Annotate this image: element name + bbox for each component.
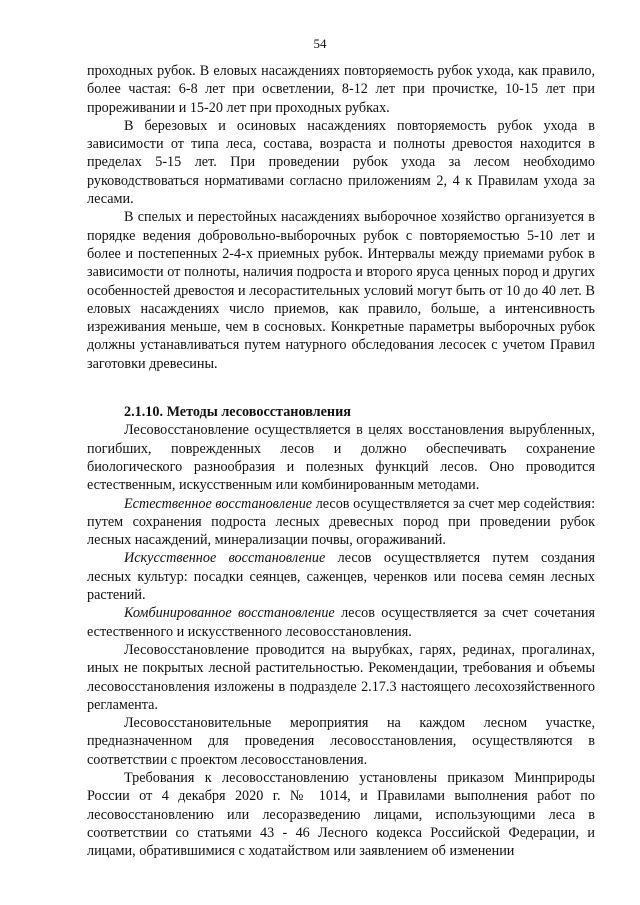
paragraph-where-conducted: Лесовосстановление проводится на вырубках, гарях, рединах, прогалинах, иных не покрытых лесной растительностью. Рекомендации, требования и объемы лесовосстановления изложены в подразделе 2.17.3 настоящего лесохозяйственного регламента. — [87, 641, 595, 713]
paragraph-combined-restoration — [87, 604, 595, 641]
paragraph-requirements: Требования к лесовосстановлению установлены приказом Минприроды России от 4 декабря 2020 г. № 1014, и Правилами выполнения работ по лесовосстановлению или лесоразведению лицами, использующими леса в соответствии со статьями 43 - 46 Лесного кодекса Российской Федерации, и лицами, обратившимися с ходатайством или заявлением об изменении — [87, 769, 595, 860]
document-body — [87, 62, 595, 860]
term-combined-restoration: Комбинированное восстановление — [124, 605, 335, 622]
section-gap — [87, 373, 595, 389]
paragraph-natural-restoration — [87, 495, 595, 550]
paragraph-continuation: проходных рубок. В еловых насаждениях повторяемость рубок ухода, как правило, более частая: 6-8 лет при осветлении, 8-12 лет при прочистке, 10-15 лет при прореживании и 15-20 лет при проходных рубках. — [87, 63, 595, 116]
paragraph-reforestation-intro: Лесовосстановление осуществляется в целях восстановления вырубленных, погибших, поврежденных лесов и должно обеспечивать сохранение биологического разнообразия и полезных функций лесов. Оно проводится естественным, искусственным или комбинированным методами. — [87, 422, 595, 494]
paragraph-birch-aspen: В березовых и осиновых насаждениях повторяемость рубок ухода в зависимости от типа леса, состава, возраста и полноты древостоя находится в пределах 5-15 лет. При проведении рубок ухода за лесом необходимо руководствоваться нормативами согласно приложениям 2, 4 к Правилам ухода за лесами. — [87, 117, 595, 208]
paragraph-project: Лесовосстановительные мероприятия на каждом лесном участке, предназначенном для проведения лесовосстановления, осуществляются в соответствии с проектом лесовосстановления. — [87, 715, 595, 768]
page-number: 54 — [313, 36, 327, 51]
paragraph-natural-restoration-text: лесов осуществляется за счет мер содействия: путем сохранения подроста лесных древесных пород при проведении рубок лесных насаждений, минерализации почвы, огораживаний. — [87, 495, 596, 549]
term-natural-restoration: Естественное восстановление — [124, 495, 313, 512]
term-artificial-restoration: Искусственное восстановление — [124, 550, 326, 567]
paragraph-combined-restoration-text: лесов осуществляется за счет сочетания естественного и искусственного лесовосстановления. — [87, 605, 595, 640]
paragraph-artificial-restoration-text: лесов осуществляется путем создания лесных культур: посадки сеянцев, саженцев, черенков или посева семян лесных растений. — [87, 550, 596, 604]
paragraph-selective-logging: В спелых и перестойных насаждениях выборочное хозяйство организуется в порядке ведения добровольно-выборочных рубок с повторяемостью 5-10 лет и более и постепенных 2-4-х приемных рубок. Интервалы между приемами рубок в зависимости от полноты, наличия подроста и второго яруса ценных пород и других особенностей древостоя и лесорастительных условий могут быть от 10 до 40 лет. В еловых насаждениях число приемов, как правило, больше, а интенсивность изреживания меньше, чем в сосновых. Конкретные параметры выборочных рубок должны устанавливаться путем натурного обследования лесосек с учетом Правил заготовки древесины. — [87, 209, 595, 372]
section-heading: 2.1.10. Методы лесовосстановления — [124, 404, 351, 421]
paragraph-artificial-restoration — [87, 549, 595, 604]
